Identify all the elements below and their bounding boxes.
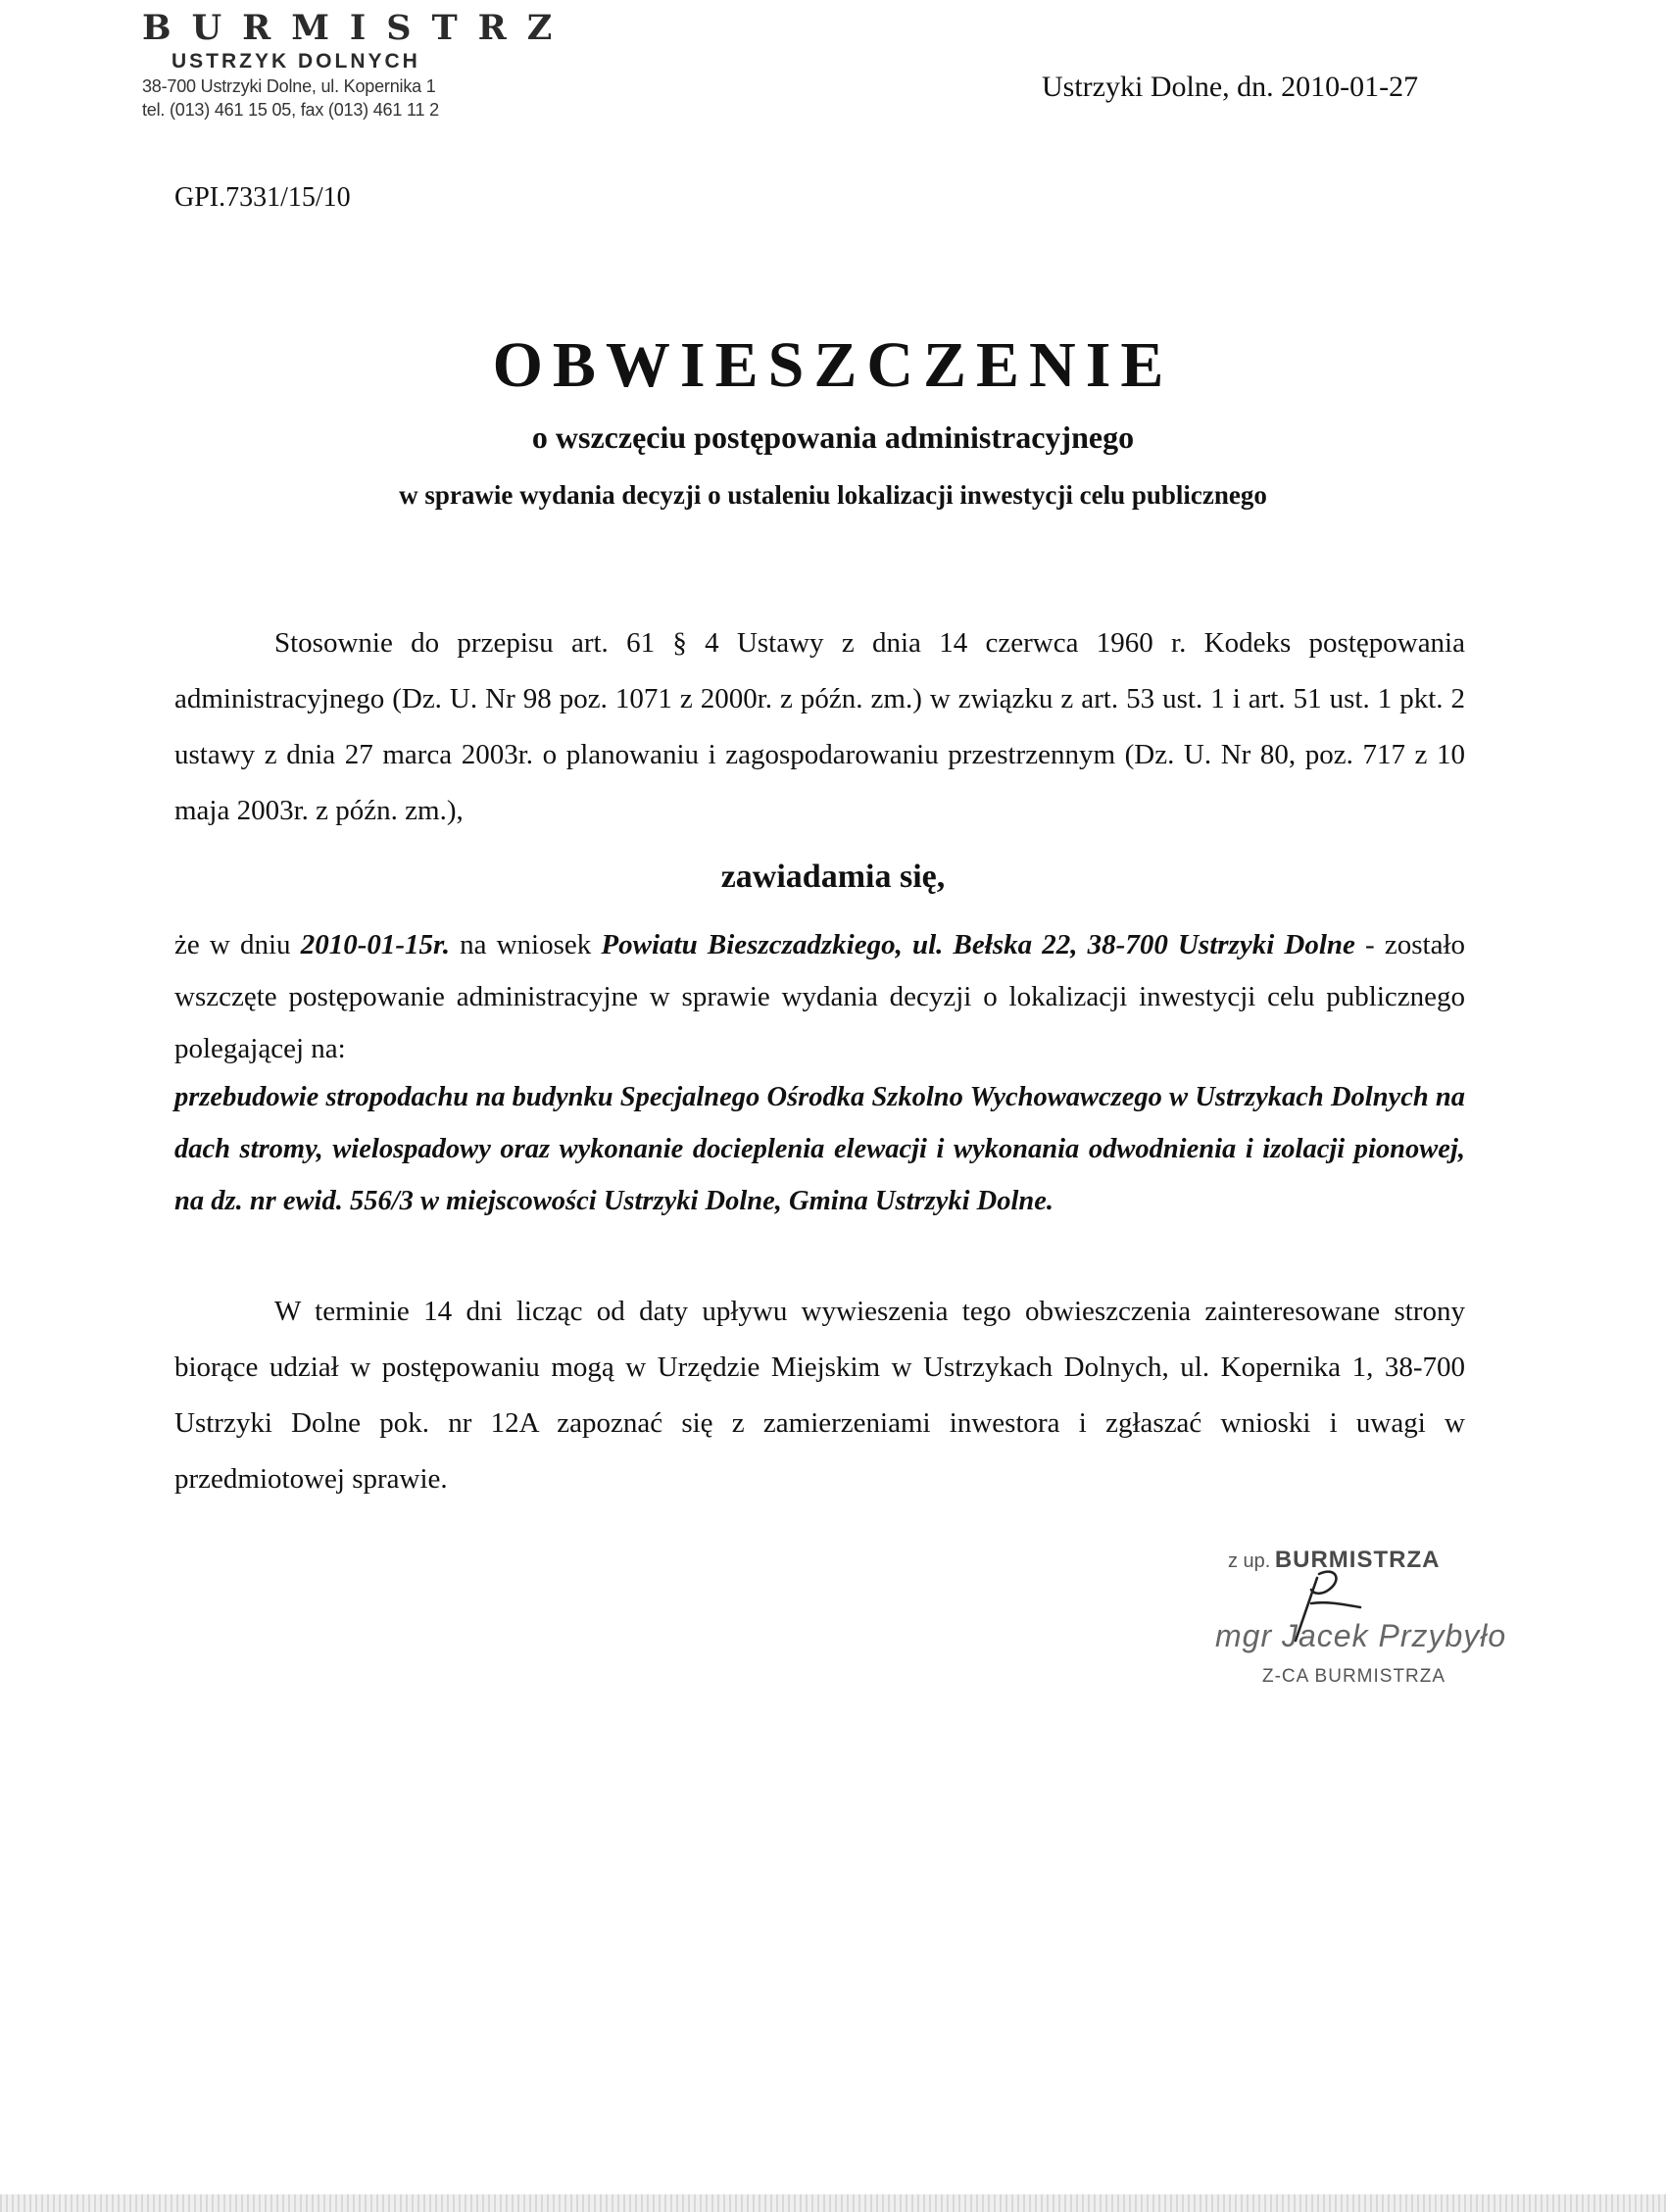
letterhead-contact: tel. (013) 461 15 05, fax (013) 461 11 2 [142,100,439,120]
signature-authorization: z up. [1228,1550,1271,1572]
signatory-name: mgr Jacek Przybyło [1215,1618,1507,1653]
signatory-role: Z-CA BURMISTRZA [1262,1666,1446,1687]
letterhead-address: 38-700 Ustrzyki Dolne, ul. Kopernika 1 [142,76,436,96]
document-subheading: o wszczęciu postępowania administracyjnego [531,419,1135,455]
document-subheading-detail: w sprawie wydania decyzji o ustaleniu lokalizacji inwestycji celu publicznego [399,480,1267,510]
letterhead-title: BURMISTRZ [142,8,573,48]
legal-basis-paragraph: Stosownie do przepisu art. 61 § 4 Ustawy z dnia 14 czerwca 1960 r. Kodeks postępowania administracyjnego (Dz. U. Nr 98 poz. 1071 z 2000r. z późn. zm.) w związku z art. 53 ust. 1 i art. 51 ust. 1 pkt. 2 ustawy z dnia 27 marca 2003r. o planowaniu i zagospodarowaniu przestrzennym (Dz. U. Nr 80, poz. 717 z 10 maja 2003r. z późn. zm.), [174,627,1465,826]
applicant-name: Powiatu Bieszczadzkiego, ul. Bełska 22, 38-700 Ustrzyki Dolne [601,929,1355,960]
reference-number: GPI.7331/15/10 [174,182,351,213]
investment-scope-paragraph: przebudowie stropodachu na budynku Specjalnego Ośrodka Szkolno Wychowawczego w Ustrzykach Dolnych na dach stromy, wielospadowy oraz wykonanie docieplenia elewacji i wykonania odwodnienia i izolacji pionowej, na dz. nr ewid. 556/3 w miejscowości Ustrzyki Dolne, Gmina Ustrzyki Dolne. [174,1082,1465,1216]
statement-paragraph [174,919,1465,1075]
letterhead-stamp [142,8,573,122]
scan-edge-strip [0,2194,1666,2212]
initiation-date: 2010-01-15r. [300,929,450,960]
signature-office: BURMISTRZA [1274,1547,1441,1573]
statement-text-applicant-intro: na wniosek [449,929,602,960]
statement-text-end: - zostało wszczęte postępowanie administracyjne w sprawie wydania decyzji o lokalizacji inwestycji celu publicznego polegającej na: [174,929,1466,1064]
terms-paragraph: W terminie 14 dni licząc od daty upływu wywieszenia tego obwieszczenia zainteresowane strony biorące udział w postępowaniu mogą w Urzędzie Miejskim w Ustrzykach Dolnych, ul. Kopernika 1, 38-700 Ustrzyki Dolne pok. nr 12A zapoznać się z zamierzeniami inwestora i zgłaszać wnioski i uwagi w przedmiotowej sprawie. [174,1296,1465,1495]
statement-text-start: że w dniu [174,929,301,960]
document-headline: OBWIESZCZENIE [492,329,1174,401]
notification-heading: zawiadamia się, [720,859,946,895]
place-and-date: Ustrzyki Dolne, dn. 2010-01-27 [1042,71,1419,103]
letterhead-subtitle: USTRZYK DOLNYCH [172,50,420,73]
